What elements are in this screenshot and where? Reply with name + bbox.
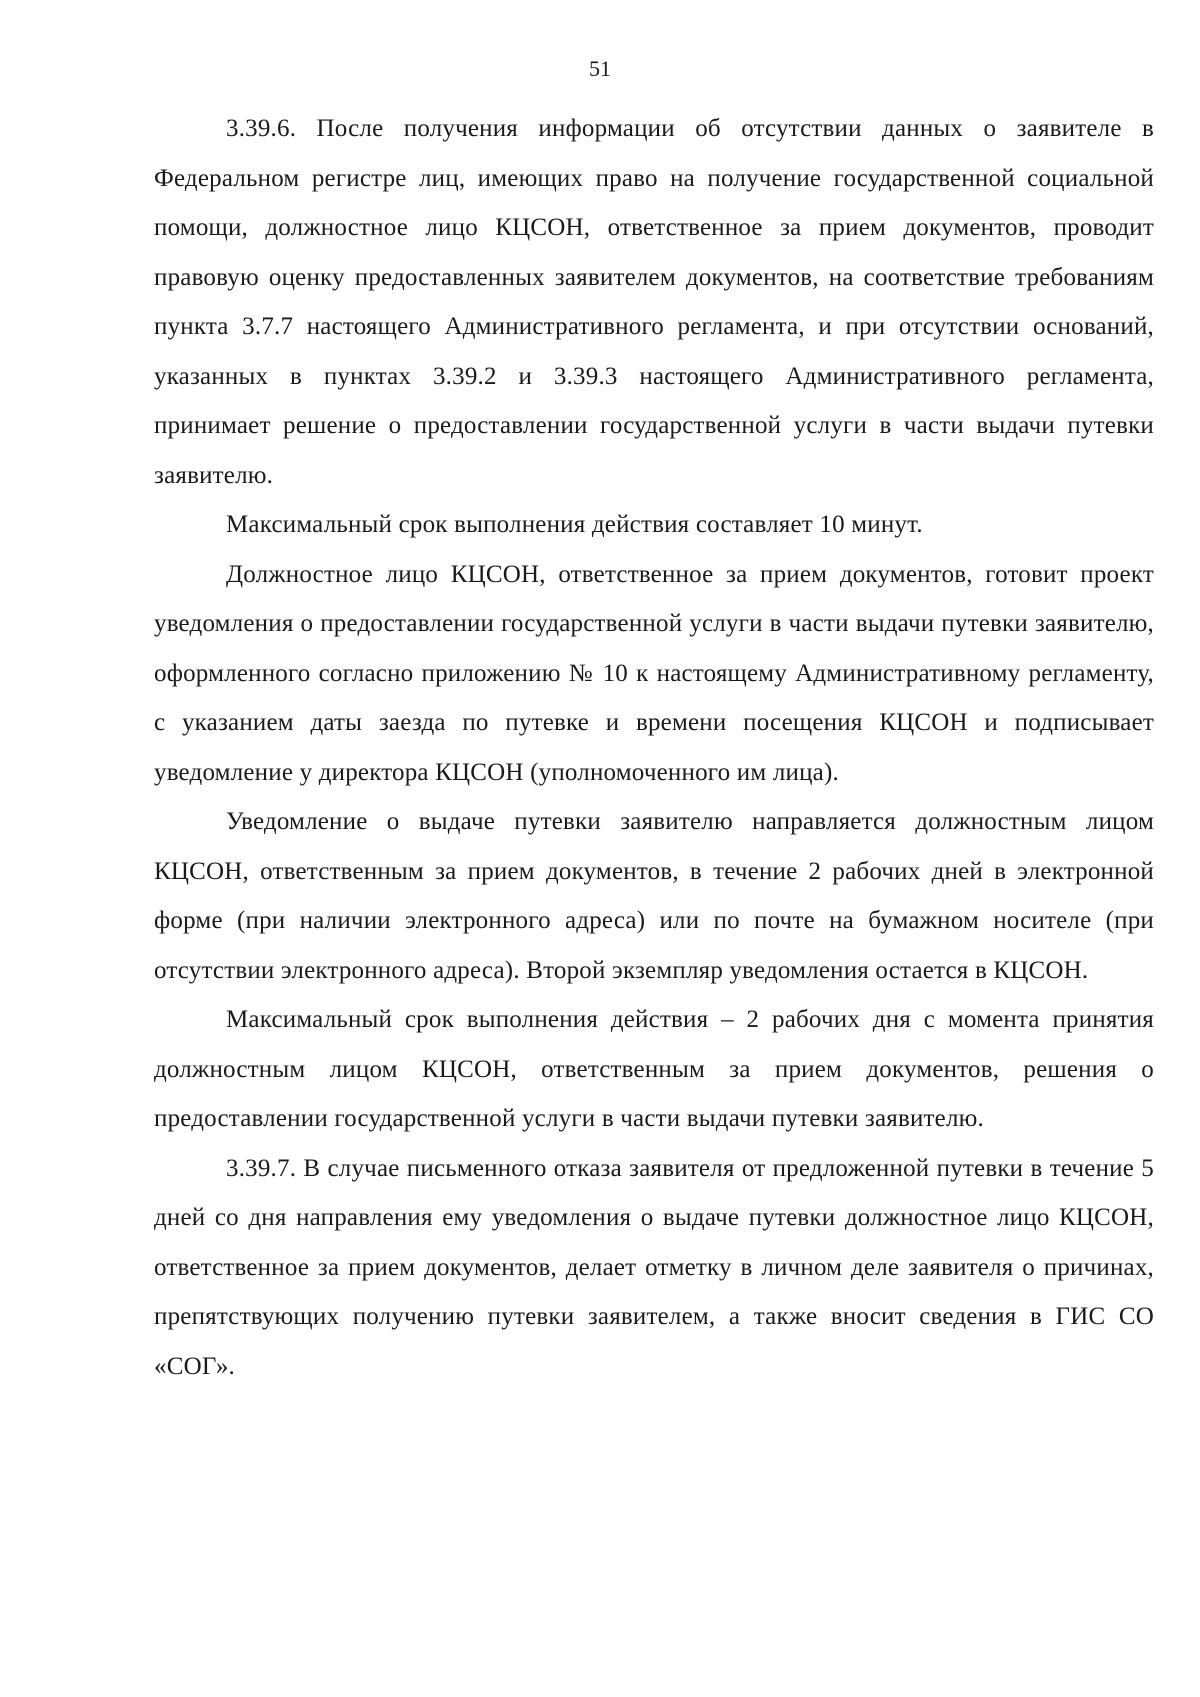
paragraph-max-time-2-days: Максимальный срок выполнения действия – 2 рабочих дня с момента принятия должностным лицом КЦСОН, ответственным за прием документов, решения о предоставлении государственной услуги в части выдачи путевки заявителю. — [154, 1006, 1154, 1132]
paragraph-max-time-10-min: Максимальный срок выполнения действия составляет 10 минут. — [226, 511, 923, 538]
paragraph-notification-sending: Уведомление о выдаче путевки заявителю направляется должностным лицом КЦСОН, ответственным за прием документов, в течение 2 рабочих дней в электронной форме (при наличии электронного адреса) или по почте на бумажном носителе (при отсутствии электронного адреса). Второй экземпляр уведомления остается в КЦСОН. — [154, 808, 1154, 984]
page-number: 51 — [589, 56, 611, 81]
paragraph-notification-draft: Должностное лицо КЦСОН, ответственное за прием документов, готовит проект уведомления о предоставлении государственной услуги в части выдачи путевки заявителю, оформленного согласно приложению № 10 к настоящему Административному регламенту, с указанием даты заезда по путевке и времени посещения КЦСОН и подписывает уведомление у директора КЦСОН (уполномоченного им лица). — [154, 560, 1154, 786]
paragraph-3-39-6: 3.39.6. После получения информации об отсутствии данных о заявителе в Федеральном регистре лиц, имеющих право на получение государственной социальной помощи, должностное лицо КЦСОН, ответственное за прием документов, проводит правовую оценку предоставленных заявителем документов, на соответствие требованиям пункта 3.7.7 настоящего Административного регламента, и при отсутствии оснований, указанных в пунктах 3.39.2 и 3.39.3 настоящего Административного регламента, принимает решение о предоставлении государственной услуги в части выдачи путевки заявителю. — [154, 115, 1154, 489]
document-body — [154, 104, 1154, 1391]
paragraph-3-39-7: 3.39.7. В случае письменного отказа заявителя от предложенной путевки в течение 5 дней со дня направления ему уведомления о выдаче путевки должностное лицо КЦСОН, ответственное за прием документов, делает отметку в личном деле заявителя о причинах, препятствующих получению путевки заявителем, а также вносит сведения в ГИС СО «СОГ». — [154, 1154, 1154, 1380]
